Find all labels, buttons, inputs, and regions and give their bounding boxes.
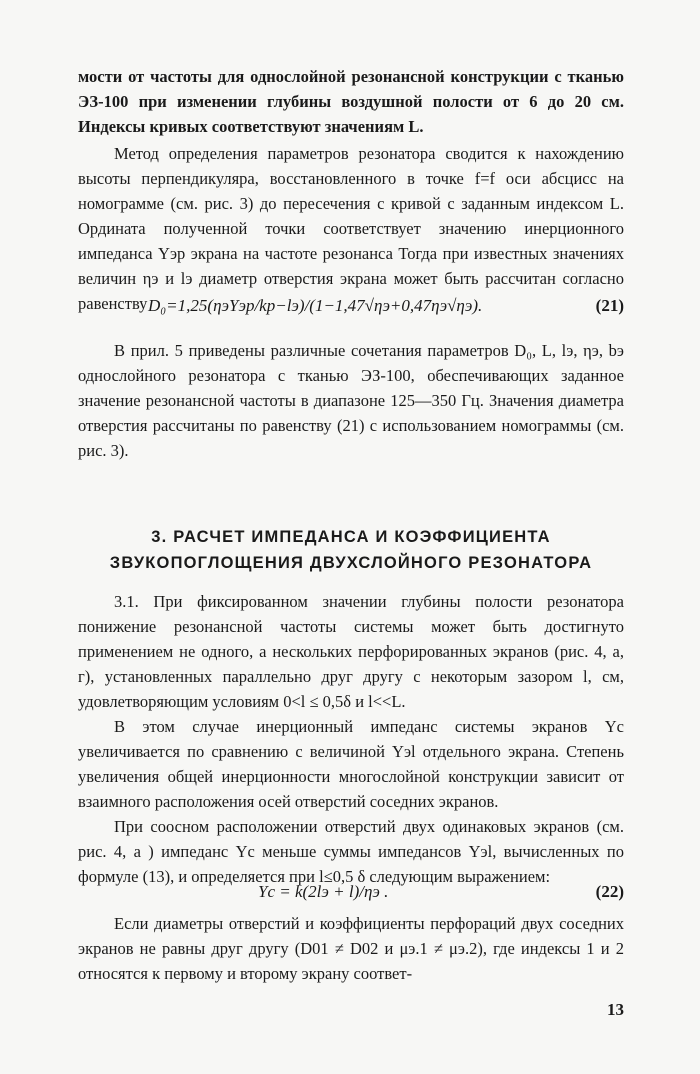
text-block-middle xyxy=(78,338,624,463)
section-heading-line-1: 3. РАСЧЕТ ИМПЕДАНСА И КОЭФФИЦИЕНТА xyxy=(151,528,551,546)
paragraph-method: Метод определения параметров резонатора сводится к нахождению высоты перпендикуляра, восстановленного в точке f=f оси абсцисс на номограмме (см. рис. 3) до пересечения с кривой с заданным индексом L. Ордината полученной точки соответствует значению инерционного импеданса Yэр экрана на частоте резонанса Тогда при известных значениях величин ηэ и lэ диаметр отверстия экрана может быть рассчитан согласно равенству xyxy=(78,144,624,313)
text-block-bottom xyxy=(78,911,624,986)
paragraph-coaxial: При соосном расположении отверстий двух одинаковых экранов (см. рис. 4, а ) импеданс Yс меньше суммы импедансов Yэl, вычисленных по формуле (13), и определяется при l≤0,5 δ следующим выражением: xyxy=(78,817,624,886)
paragraph-continuation: мости от частоты для однослойной резонансной конструкции с тканью ЭЗ-100 при изменении глубины воздушной полости от 6 до 20 см. Индексы кривых соответствуют значениям L. xyxy=(78,67,624,136)
section-heading xyxy=(78,524,624,576)
formula-21-number: (21) xyxy=(595,296,624,315)
formula-21-expression: D₀=1,25(ηэYэр/kр−lэ)/(1−1,47√ηэ+0,47ηэ√ηэ). xyxy=(148,296,483,315)
paragraph-inertial: В этом случае инерционный импеданс системы экранов Yс увеличивается по сравнению с величиной Yэl отдельного экрана. Степень увеличения общей инерционности многослойной конструкции зависит от взаимного расположения осей отверстий соседних экранов. xyxy=(78,717,624,811)
formula-22-number: (22) xyxy=(595,882,624,901)
paragraph-3-1: 3.1. При фиксированном значении глубины полости резонатора понижение резонансной частоты системы может быть достигнуто применением не одного, а нескольких перфорированных экранов (рис. 4, а, г), установленных параллельно друг другу с некоторым зазором l, см, удовлетворяющим условиям 0<l ≤ 0,5δ и l<<L. xyxy=(78,592,624,711)
section-heading-line-2: ЗВУКОПОГЛОЩЕНИЯ ДВУХСЛОЙНОГО РЕЗОНАТОРА xyxy=(109,554,593,572)
paragraph-diameters: Если диаметры отверстий и коэффициенты перфораций двух соседних экранов не равны друг другу (D01 ≠ D02 и μэ.1 ≠ μэ.2), где индексы 1 и 2 относятся к первому и второму экрану соответ- xyxy=(78,914,624,983)
page-number: 13 xyxy=(607,1000,624,1019)
text-block-section xyxy=(78,589,624,889)
paragraph-appendix: В прил. 5 приведены различные сочетания параметров D₀, L, lэ, ηэ, bэ однослойного резонатора с тканью ЭЗ-100, обеспечивающих заданное значение резонансной частоты в диапазоне 125—350 Гц. Значения диаметра отверстия рассчитаны по равенству (21) с использованием номограммы (см. рис. 3). xyxy=(78,341,624,460)
formula-22-expression: Yс = k(2lэ + l)/ηэ . xyxy=(258,882,389,901)
text-block-top xyxy=(78,64,624,316)
